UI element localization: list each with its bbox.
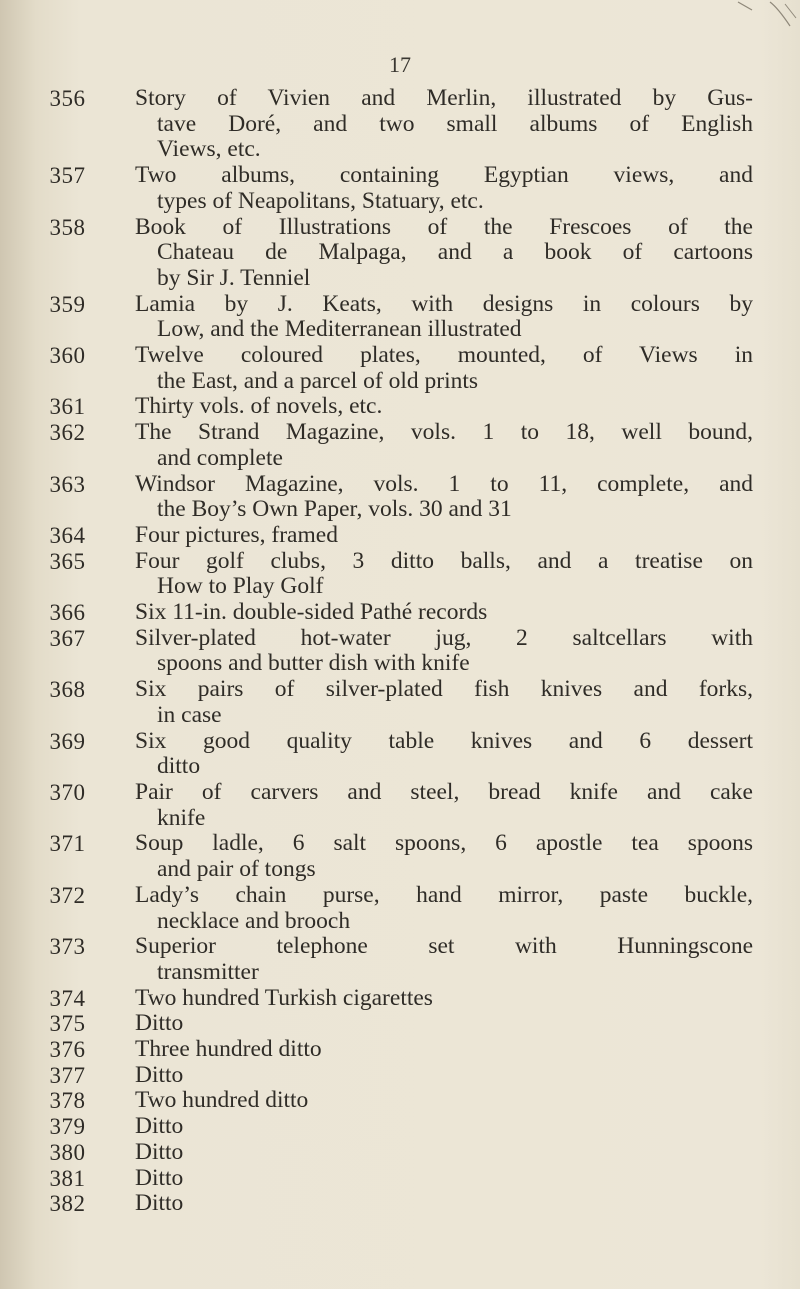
lot-entry bbox=[0, 600, 800, 626]
lot-number: 371 bbox=[49, 831, 86, 857]
description-line: transmitter bbox=[157, 958, 259, 985]
lot-entry bbox=[0, 883, 800, 934]
lot-description bbox=[135, 1166, 753, 1192]
description-line: Lady’s chain purse, hand mirror, paste buckle, bbox=[135, 881, 753, 908]
lot-description bbox=[135, 831, 753, 882]
description-line: Two albums, containing Egyptian views, and bbox=[135, 162, 753, 189]
description-line: in case bbox=[157, 701, 222, 728]
lot-entry bbox=[0, 523, 800, 549]
description-line: Six good quality table knives and 6 dessert bbox=[135, 727, 753, 754]
lot-list bbox=[0, 86, 800, 1217]
lot-entry bbox=[0, 549, 800, 600]
lot-description bbox=[135, 215, 753, 292]
lot-description bbox=[135, 626, 753, 677]
lot-description bbox=[135, 677, 753, 728]
description-line: types of Neapolitans, Statuary, etc. bbox=[157, 187, 484, 214]
lot-description bbox=[135, 1191, 753, 1217]
description-line: Four golf clubs, 3 ditto balls, and a treatise on bbox=[135, 547, 753, 574]
description-line: Windsor Magazine, vols. 1 to 11, complete, and bbox=[135, 470, 753, 497]
lot-number: 381 bbox=[49, 1165, 86, 1191]
lot-description bbox=[135, 1140, 753, 1166]
lot-number: 379 bbox=[49, 1114, 86, 1140]
lot-entry bbox=[0, 86, 800, 163]
description-line: Silver-plated hot-water jug, 2 saltcellars with bbox=[135, 624, 753, 651]
description-line: Twelve coloured plates, mounted, of Views in bbox=[135, 342, 753, 369]
lot-number: 362 bbox=[49, 420, 86, 446]
description-line: Ditto bbox=[135, 1061, 184, 1088]
lot-number: 374 bbox=[49, 985, 86, 1011]
description-line: Superior telephone set with Hunningscone bbox=[135, 933, 753, 960]
lot-entry bbox=[0, 1063, 800, 1089]
description-line: Ditto bbox=[135, 1164, 184, 1191]
lot-description bbox=[135, 883, 753, 934]
description-line: Views, etc. bbox=[157, 136, 261, 163]
lot-entry bbox=[0, 1140, 800, 1166]
description-line: Ditto bbox=[135, 1138, 184, 1165]
description-line: Pair of carvers and steel, bread knife and cake bbox=[135, 778, 753, 805]
lot-number: 361 bbox=[49, 394, 86, 420]
description-line: Low, and the Mediterranean illustrated bbox=[157, 316, 522, 343]
lot-entry bbox=[0, 1037, 800, 1063]
lot-number: 356 bbox=[49, 86, 86, 111]
lot-description bbox=[135, 394, 753, 420]
lot-description bbox=[135, 163, 753, 214]
lot-entry bbox=[0, 1191, 800, 1217]
lot-number: 378 bbox=[49, 1088, 86, 1114]
lot-number: 370 bbox=[49, 779, 86, 805]
lot-description bbox=[135, 1088, 753, 1114]
lot-number: 363 bbox=[49, 471, 86, 497]
lot-entry bbox=[0, 1114, 800, 1140]
description-line: tave Doré, and two small albums of English bbox=[157, 110, 753, 137]
lot-number: 368 bbox=[49, 677, 86, 703]
lot-description bbox=[135, 1114, 753, 1140]
lot-number: 360 bbox=[49, 343, 86, 369]
description-line: How to Play Golf bbox=[157, 573, 324, 600]
lot-number: 358 bbox=[49, 214, 86, 240]
lot-description bbox=[135, 86, 753, 163]
description-line: ditto bbox=[157, 753, 201, 780]
lot-number: 382 bbox=[49, 1191, 86, 1217]
description-line: necklace and brooch bbox=[157, 907, 351, 934]
description-line: The Strand Magazine, vols. 1 to 18, well bound, bbox=[135, 419, 753, 446]
description-line: Chateau de Malpaga, and a book of cartoons bbox=[157, 239, 753, 266]
lot-entry bbox=[0, 831, 800, 882]
lot-number: 372 bbox=[49, 882, 86, 908]
lot-number: 373 bbox=[49, 934, 86, 960]
lot-entry bbox=[0, 1088, 800, 1114]
description-line: Ditto bbox=[135, 1010, 184, 1037]
description-line: the Boy’s Own Paper, vols. 30 and 31 bbox=[157, 496, 512, 523]
lot-description bbox=[135, 780, 753, 831]
lot-entry bbox=[0, 1011, 800, 1037]
description-line: and pair of tongs bbox=[157, 856, 316, 883]
description-line: Lamia by J. Keats, with designs in colours by bbox=[135, 290, 753, 317]
description-line: and complete bbox=[157, 444, 283, 471]
lot-entry bbox=[0, 1166, 800, 1192]
lot-entry bbox=[0, 394, 800, 420]
lot-description bbox=[135, 1011, 753, 1037]
lot-description bbox=[135, 1037, 753, 1063]
lot-entry bbox=[0, 343, 800, 394]
lot-number: 366 bbox=[49, 600, 86, 626]
lot-number: 369 bbox=[49, 728, 86, 754]
lot-entry bbox=[0, 934, 800, 985]
lot-entry bbox=[0, 780, 800, 831]
lot-number: 357 bbox=[49, 163, 86, 189]
page-number: 17 bbox=[389, 52, 411, 77]
description-line: Six pairs of silver-plated fish knives and forks, bbox=[135, 676, 753, 703]
pencil-mark-icon bbox=[730, 0, 800, 50]
lot-entry bbox=[0, 163, 800, 214]
description-line: Story of Vivien and Merlin, illustrated by Gus- bbox=[135, 85, 753, 111]
lot-entry bbox=[0, 986, 800, 1012]
lot-entry bbox=[0, 215, 800, 292]
lot-number: 365 bbox=[49, 548, 86, 574]
lot-description bbox=[135, 986, 753, 1012]
description-line: Six 11-in. double-sided Pathé records bbox=[135, 599, 488, 626]
description-line: Ditto bbox=[135, 1113, 184, 1140]
description-line: Four pictures, framed bbox=[135, 521, 338, 548]
description-line: Two hundred Turkish cigarettes bbox=[135, 984, 433, 1011]
lot-number: 367 bbox=[49, 625, 86, 651]
lot-description bbox=[135, 343, 753, 394]
lot-number: 359 bbox=[49, 291, 86, 317]
lot-entry bbox=[0, 420, 800, 471]
description-line: by Sir J. Tenniel bbox=[157, 264, 311, 291]
description-line: Book of Illustrations of the Frescoes of the bbox=[135, 213, 753, 240]
description-line: Soup ladle, 6 salt spoons, 6 apostle tea spoons bbox=[135, 830, 753, 857]
lot-description bbox=[135, 523, 753, 549]
lot-entry bbox=[0, 472, 800, 523]
lot-description bbox=[135, 934, 753, 985]
description-line: Ditto bbox=[135, 1190, 184, 1217]
lot-description bbox=[135, 549, 753, 600]
lot-number: 375 bbox=[49, 1011, 86, 1037]
lot-description bbox=[135, 1063, 753, 1089]
lot-number: 364 bbox=[49, 522, 86, 548]
lot-number: 380 bbox=[49, 1139, 86, 1165]
lot-description bbox=[135, 729, 753, 780]
description-line: Two hundred ditto bbox=[135, 1087, 309, 1114]
description-line: Three hundred ditto bbox=[135, 1036, 322, 1063]
lot-description bbox=[135, 420, 753, 471]
description-line: Thirty vols. of novels, etc. bbox=[135, 393, 383, 420]
description-line: the East, and a parcel of old prints bbox=[157, 367, 479, 394]
lot-number: 376 bbox=[49, 1037, 86, 1063]
lot-entry bbox=[0, 626, 800, 677]
lot-entry bbox=[0, 677, 800, 728]
lot-description bbox=[135, 600, 753, 626]
lot-number: 377 bbox=[49, 1062, 86, 1088]
lot-description bbox=[135, 472, 753, 523]
description-line: spoons and butter dish with knife bbox=[157, 650, 470, 677]
description-line: knife bbox=[157, 804, 206, 831]
lot-description bbox=[135, 292, 753, 343]
lot-entry bbox=[0, 292, 800, 343]
lot-entry bbox=[0, 729, 800, 780]
